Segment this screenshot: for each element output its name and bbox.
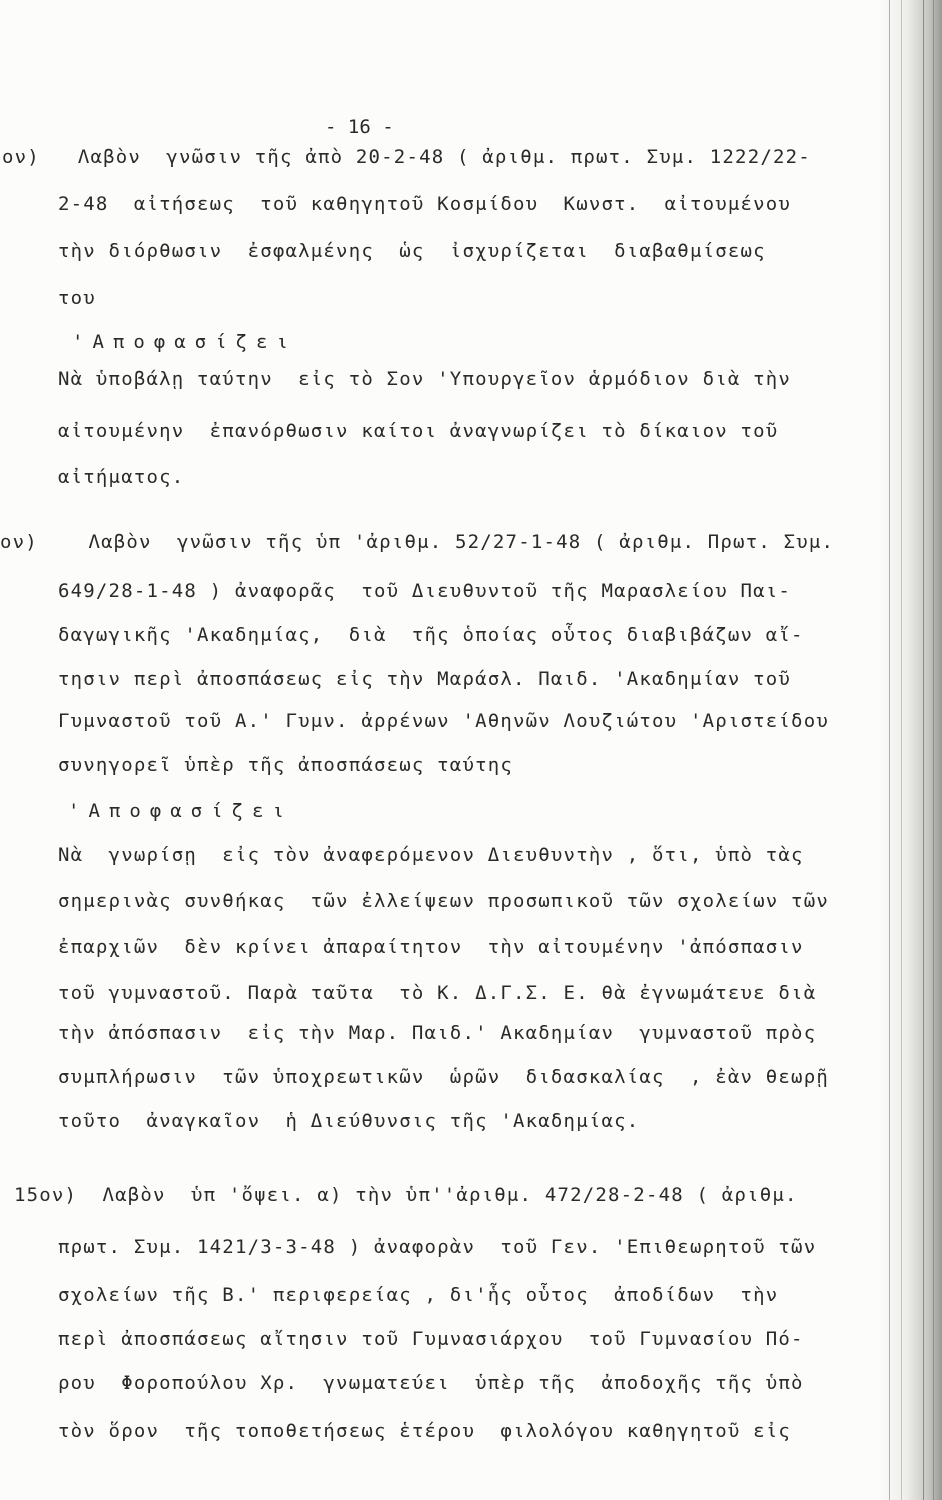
text-line: ον) Λαβὸν γνῶσιν τῆς ἀπὸ 20-2-48 ( ἀριθμ. πρωτ. Συμ. 1222/22-: [2, 146, 811, 168]
text-line: 649/28-1-48 ) ἀναφορᾶς τοῦ Διευθυντοῦ τῆς Μαρασλείου Παι-: [58, 580, 792, 602]
text-line: Νὰ ὑποβάλῃ ταύτην εἰς τὸ Σον 'Υπουργεῖον ἁρμόδιον διὰ τὴν: [58, 368, 792, 390]
text-line: πρωτ. Συμ. 1421/3-3-48 ) ἀναφορὰν τοῦ Γεν. 'Επιθεωρητοῦ τῶν: [58, 1236, 817, 1258]
text-line: τὴν διόρθωσιν ἐσφαλμένης ὡς ἰσχυρίζεται διαβαθμίσεως: [58, 240, 766, 262]
text-line: ον) Λαβὸν γνῶσιν τῆς ὑπ 'ἀριθμ. 52/27-1-48 ( ἀριθμ. Πρωτ. Συμ.: [0, 531, 835, 553]
decision-heading: 'Αποφασίζει: [72, 331, 297, 353]
text-line: σχολείων τῆς Β.' περιφερείας , δι'ἧς οὗτος ἀποδίδων τὴν: [58, 1284, 779, 1306]
text-line: Νὰ γνωρίσῃ εἰς τὸν ἀναφερόμενον Διευθυντὴν , ὅτι, ὑπὸ τὰς: [58, 844, 804, 866]
text-line: σημερινὰς συνθήκας τῶν ἐλλείψεων προσωπικοῦ τῶν σχολείων τῶν: [58, 890, 829, 912]
text-line: τοῦ γυμναστοῦ. Παρὰ ταῦτα τὸ Κ. Δ.Γ.Σ. Ε. θὰ ἐγνωμάτευε διὰ: [58, 982, 817, 1004]
text-line: αἰτήματος.: [58, 466, 185, 488]
text-line: συνηγορεῖ ὑπὲρ τῆς ἀποσπάσεως ταύτης: [58, 754, 514, 776]
binding-line: [889, 0, 890, 1500]
text-line: ρου Φοροπούλου Χρ. γνωματεύει ὑπὲρ τῆς ἀποδοχῆς τῆς ὑπὸ: [58, 1372, 804, 1394]
decision-heading: 'Αποφασίζει: [68, 800, 293, 822]
text-line: συμπλήρωσιν τῶν ὑποχρεωτικῶν ὡρῶν διδασκαλίας , ἐὰν θεωρῇ: [58, 1066, 829, 1088]
text-line: δαγωγικῆς 'Ακαδημίας, διὰ τῆς ὁποίας οὗτος διαβιβάζων αἴ-: [58, 624, 804, 646]
binding-line: [901, 0, 902, 1500]
text-line: τησιν περὶ ἀποσπάσεως εἰς τὴν Μαράσλ. Παιδ. 'Ακαδημίαν τοῦ: [58, 668, 792, 690]
text-line: 2-48 αἰτήσεως τοῦ καθηγητοῦ Κοσμίδου Κωνστ. αἰτουμένου: [58, 193, 792, 215]
binding-line: [923, 0, 924, 1500]
text-line: του: [58, 287, 96, 309]
text-line: τὸν ὅρον τῆς τοποθετήσεως ἑτέρου φιλολόγου καθηγητοῦ εἰς: [58, 1420, 792, 1442]
text-line: τὴν ἀπόσπασιν εἰς τὴν Μαρ. Παιδ.' Ακαδημίαν γυμναστοῦ πρὸς: [58, 1022, 817, 1044]
text-line: 15ον) Λαβὸν ὑπ 'ὄψει. α) τὴν ὑπ''ἀριθμ. 472/28-2-48 ( ἀριθμ.: [14, 1184, 798, 1206]
text-line: περὶ ἀποσπάσεως αἴτησιν τοῦ Γυμνασιάρχου τοῦ Γυμνασίου Πό-: [58, 1328, 804, 1350]
text-line: Γυμναστοῦ τοῦ Α.' Γυμν. ἀρρένων 'Αθηνῶν Λουζιώτου 'Αριστείδου: [58, 710, 829, 732]
binding-line: [933, 0, 934, 1500]
text-line: τοῦτο ἀναγκαῖον ἡ Διεύθυνσις τῆς 'Ακαδημίας.: [58, 1110, 640, 1132]
page-number: - 16 -: [325, 116, 394, 138]
text-line: αἰτουμένην ἐπανόρθωσιν καίτοι ἀναγνωρίζει τὸ δίκαιον τοῦ: [58, 420, 779, 442]
text-line: ἐπαρχιῶν δὲν κρίνει ἀπαραίτητον τὴν αἰτουμένην 'ἀπόσπασιν: [58, 936, 804, 958]
